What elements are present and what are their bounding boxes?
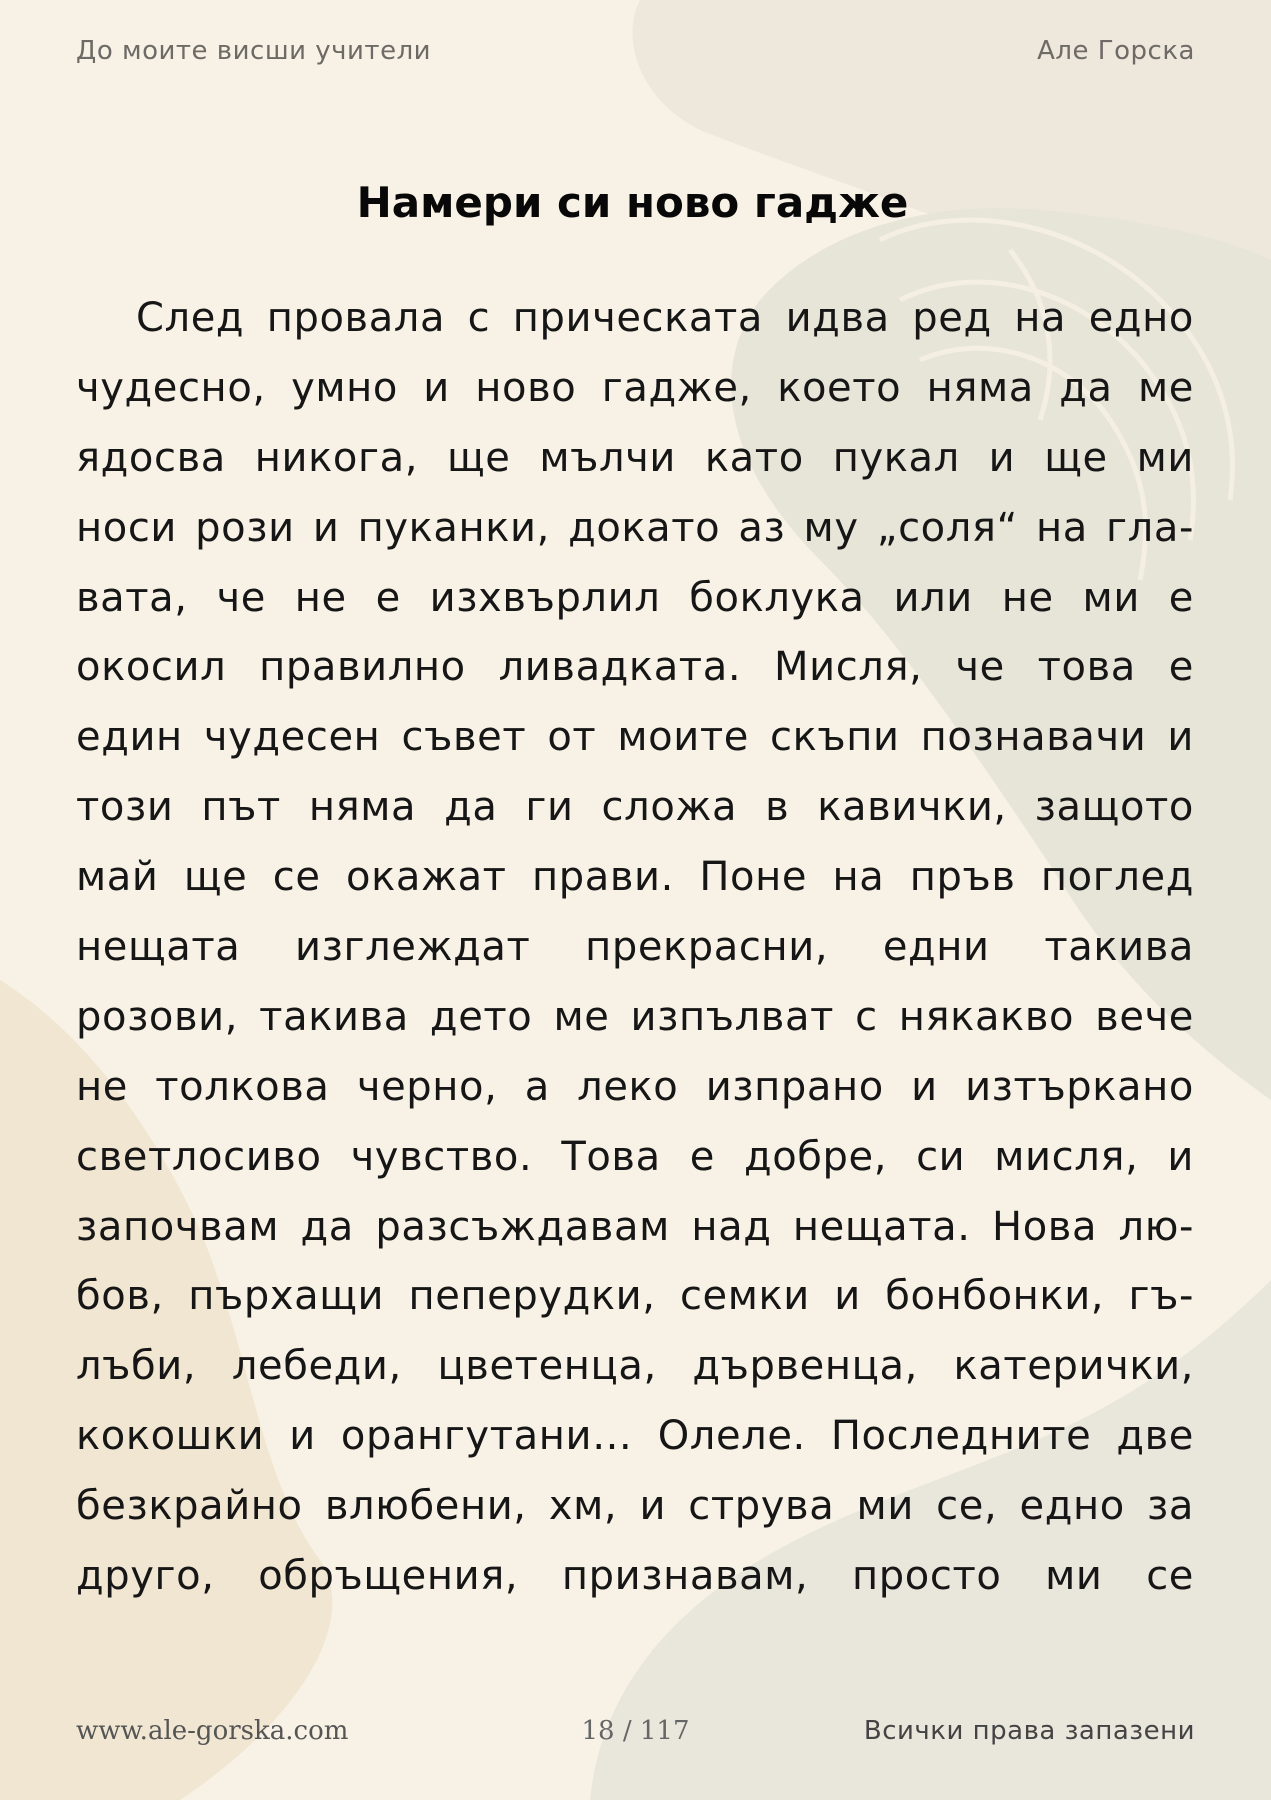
body-line: друго, обръщения, признавам, просто ми се bbox=[76, 1553, 1194, 1600]
page-number: 18 / 117 bbox=[581, 1716, 690, 1746]
header-author: Але Горска bbox=[1037, 36, 1195, 66]
body-line: След провала с прическата идва ред на едно bbox=[136, 295, 1194, 341]
footer-website-link[interactable]: www.ale-gorska.com bbox=[76, 1716, 349, 1746]
body-line: май ще се окажат прави. Поне на пръв поглед bbox=[76, 854, 1194, 901]
body-line: вата, че не е изхвърлил боклука или не ми е bbox=[76, 574, 1194, 621]
body-line: светлосиво чувство. Това е добре, си мисля, и bbox=[76, 1133, 1194, 1180]
body-line: носи рози и пуканки, докато аз му „соля“ на гла- bbox=[76, 504, 1194, 551]
footer-copyright: Всички права запазени bbox=[863, 1716, 1195, 1746]
body-line: безкрайно влюбени, хм, и струва ми се, едно за bbox=[76, 1483, 1194, 1530]
header-book-title: До моите висши учители bbox=[76, 36, 432, 66]
chapter-title: Намери си ново гадже bbox=[356, 178, 909, 227]
body-line: розови, такива дето ме изпълват с някакво вече bbox=[76, 993, 1194, 1040]
body-line: лъби, лебеди, цветенца, дървенца, катерички, bbox=[76, 1343, 1194, 1390]
body-line: този път няма да ги сложа в кавички, защото bbox=[76, 784, 1194, 831]
body-line: кокошки и орангутани… Олеле. Последните две bbox=[76, 1413, 1194, 1460]
body-paragraph bbox=[76, 284, 1194, 1612]
body-line: не толкова черно, а леко изпрано и изтъркано bbox=[76, 1063, 1194, 1110]
body-line: един чудесен съвет от моите скъпи познавачи и bbox=[76, 714, 1194, 761]
body-line: нещата изглеждат прекрасни, едни такива bbox=[76, 924, 1194, 971]
body-line: окосил правилно ливадката. Мисля, че това е bbox=[76, 644, 1194, 691]
body-line: бов, пърхащи пеперудки, семки и бонбонки, гъ- bbox=[76, 1273, 1194, 1320]
body-line: започвам да разсъждавам над нещата. Нова лю- bbox=[76, 1203, 1194, 1250]
body-line: чудесно, умно и ново гадже, което няма да ме bbox=[76, 364, 1194, 411]
body-line: ядосва никога, ще мълчи като пукал и ще ми bbox=[76, 434, 1194, 481]
